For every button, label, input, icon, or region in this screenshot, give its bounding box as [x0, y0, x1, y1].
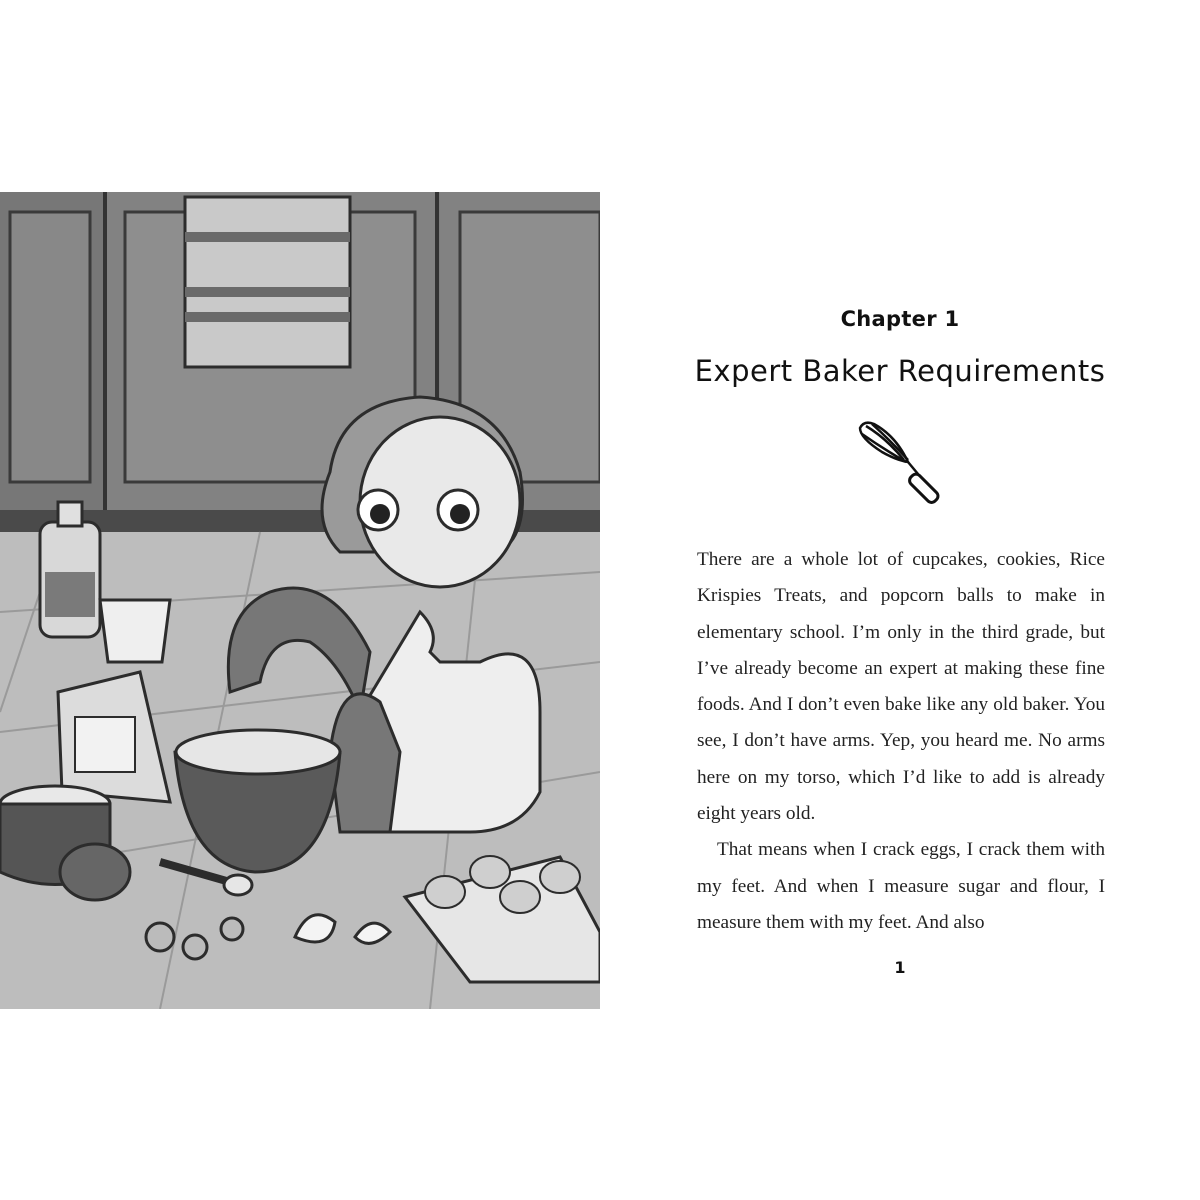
page-number: 1 [894, 958, 906, 977]
illustration-girl-baking [0, 192, 600, 1009]
chapter-title: Expert Baker Requirements [694, 354, 1106, 388]
whisk-icon [852, 418, 952, 514]
text-page [600, 192, 1200, 1009]
paragraph: There are a whole lot of cupcakes, cookies, Rice Krispies Treats, and popcorn balls to make in elementary school. I’m only in the third grade, but I’ve already become an expert at making these fine foods. And I don’t even bake like any old baker. You see, I don’t have arms. Yep, you heard me. No arms here on my torso, which I’d like to add is already eight years old. [697, 549, 1105, 825]
chapter-number: Chapter 1 [840, 307, 960, 331]
paragraph: That means when I crack eggs, I crack them with my feet. And when I measure sugar and flour, I measure them with my feet. And also [697, 839, 1105, 933]
body-text [697, 542, 1105, 941]
